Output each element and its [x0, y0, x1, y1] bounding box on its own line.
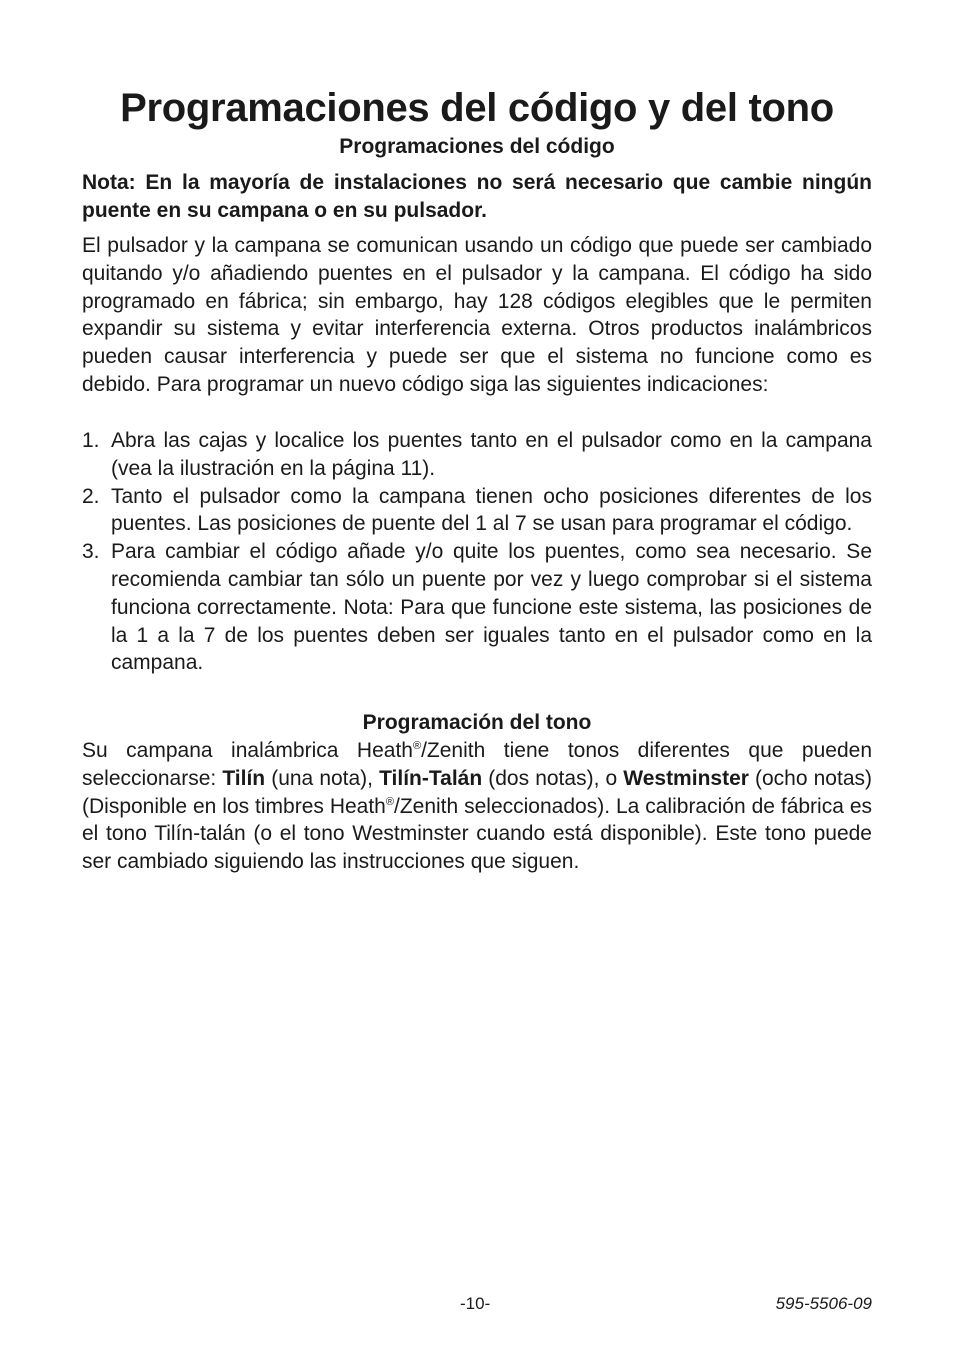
- list-item: [82, 427, 872, 483]
- tone-text: Su campana inalámbrica Heath: [82, 739, 413, 762]
- list-item: [82, 483, 872, 539]
- step-text: Tanto el pulsador como la campana tienen ocho posiciones diferentes de los puentes. Las posiciones de puente del 1 al 7 se usan para programar el código.: [111, 484, 872, 536]
- code-intro-paragraph: El pulsador y la campana se comunican usando un código que puede ser cambiado quitando y/o añadiendo puentes en el pulsador y la campana. El código ha sido programado en fábrica; sin embargo, hay 128 códigos elegibles que le permiten expandir su sistema y evitar interferencia externa. Otros productos inalámbricos pueden causar interferencia y puede ser que el sistema no funcione como es debido. Para programar un nuevo código siga las siguientes indicaciones:: [82, 234, 872, 396]
- tone-text: (una nota),: [265, 766, 380, 790]
- tone-section-heading: Programación del tono: [362, 711, 592, 734]
- code-section-heading: Programaciones del código: [339, 135, 615, 158]
- step-number: 1.: [82, 429, 100, 452]
- page-number: -10-: [460, 1294, 491, 1313]
- installation-note: Nota: En la mayoría de instalaciones no será necesario que cambie ningún puente en su campana o en su pulsador.: [82, 171, 872, 222]
- tone-text: /Zenith tiene tonos diferentes que pueden seleccionarse:: [82, 739, 873, 790]
- registered-mark: ®: [412, 740, 422, 752]
- step-number: 3.: [82, 540, 100, 564]
- tone-name-westminster: Westminster: [623, 766, 749, 790]
- document-code: 595-5506-09: [775, 1294, 872, 1313]
- step-number: 2.: [82, 484, 100, 508]
- list-item: [82, 538, 872, 677]
- page-title: Programaciones del código y del tono: [120, 86, 834, 130]
- tone-paragraph: [82, 737, 872, 876]
- tone-name-tilin-talan: Tilín-Talán: [379, 766, 483, 790]
- step-text: Para cambiar el código añade y/o quite los puentes, como sea necesario. Se recomienda cambiar tan sólo un puente por vez y luego comprobar si el sistema funciona correctamente. Nota: Para que funcione este sistema, las posiciones de la 1 a la 7 de los puentes deben ser iguales tanto en el pulsador como en la campana.: [111, 540, 872, 675]
- tone-name-tilin: Tilín: [222, 766, 266, 790]
- tone-text: (dos notas), o: [482, 766, 624, 790]
- registered-mark: ®: [385, 795, 394, 808]
- tone-text: /Zenith seleccionados). La calibración de fábrica es el tono Tilín-talán (o el tono Westminster cuando está disponible). Este tono puede ser cambiado siguiendo las instrucciones que siguen.: [82, 794, 872, 874]
- tone-text: (ocho notas) (Disponible en los timbres Heath: [82, 766, 872, 818]
- step-text: Abra las cajas y localice los puentes tanto en el pulsador como en la campana (vea la ilustración en la página 11).: [111, 429, 872, 480]
- code-steps-list: [82, 427, 872, 677]
